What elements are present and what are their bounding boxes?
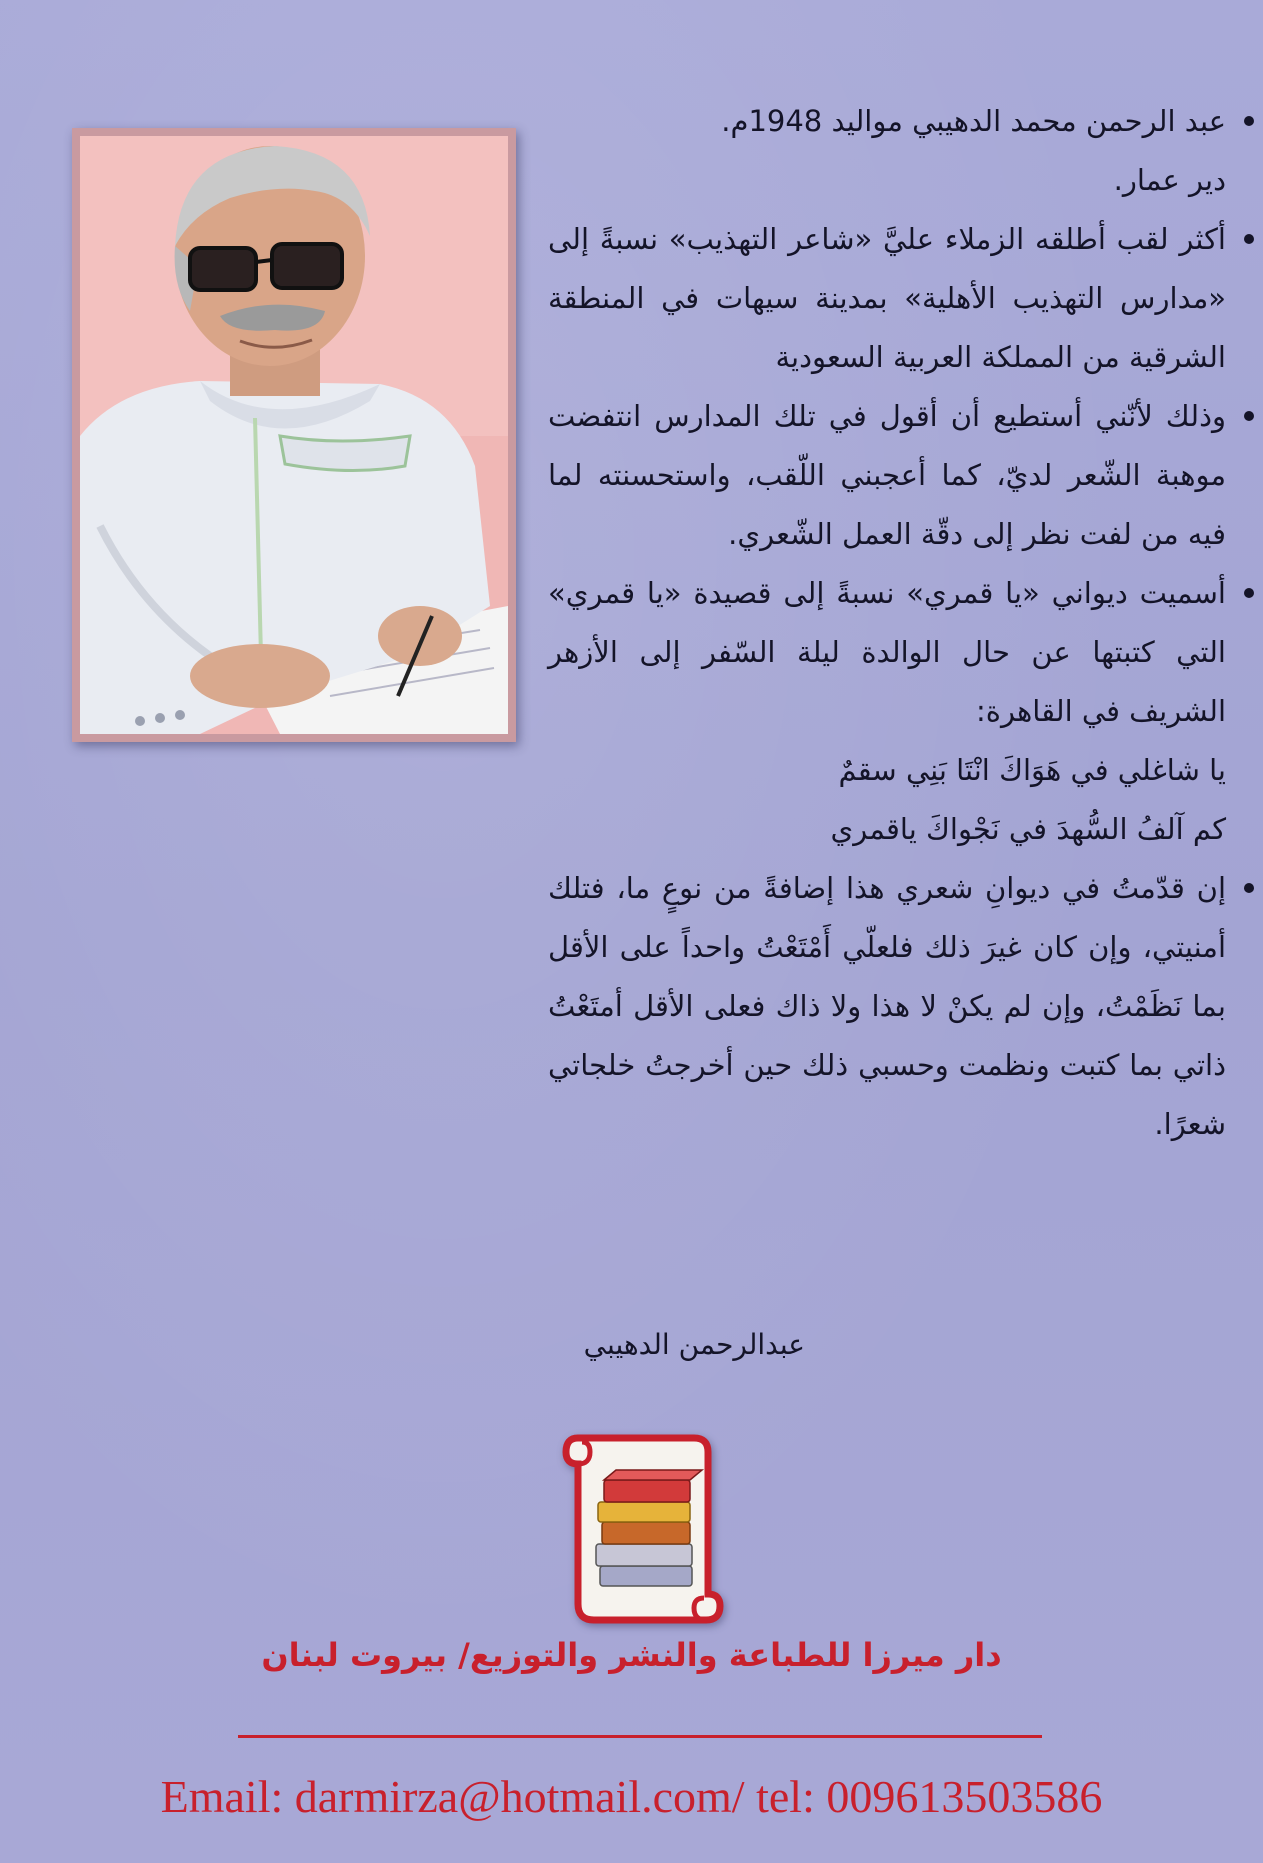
author-portrait-illustration	[80, 136, 508, 734]
books-scroll-logo-icon	[556, 1424, 732, 1630]
bio-paragraph-3	[548, 387, 1226, 564]
bio-line: إن قدّمتُ في ديوانِ شعري هذا إضافةً من نوعٍ ما، فتلك أمنيتي، وإن كان غيرَ ذلك فلعلّي أَمْتَعْتُ واحداً على الأقل بما نَظَمْتُ، وإن لم يكنْ لا هذا ولا ذاك فعلى الأقل أمتَعْتُ ذاتي بما كتبت ونظمت وحسبي ذلك حين أخرجتُ خلجاتي شعرًا.	[548, 871, 1226, 1141]
bullet-icon	[1244, 588, 1254, 598]
publisher-contact: Email: darmirza@hotmail.com/ tel: 009613503586	[160, 1771, 1103, 1822]
bullet-icon	[1244, 883, 1254, 893]
bio-paragraph-2	[548, 210, 1226, 387]
bullet-icon	[1244, 116, 1254, 126]
publisher-name: دار ميرزا للطباعة والنشر والتوزيع/ بيروت لبنان	[261, 1636, 1002, 1674]
author-photo	[72, 128, 516, 742]
author-signature: عبدالرحمن الدهيبي	[583, 1328, 805, 1361]
bio-line: دير عمار.	[1113, 163, 1226, 197]
bio-line: عبد الرحمن محمد الدهيبي مواليد 1948م.	[721, 104, 1226, 138]
bio-paragraph-1	[548, 92, 1226, 210]
poem-verse-1: يا شاغلي في هَوَاكَ انْتَا بَنِي سقمٌ	[838, 753, 1226, 787]
bullet-icon	[1244, 411, 1254, 421]
divider	[238, 1735, 1042, 1738]
bio-paragraph-4	[548, 564, 1226, 859]
bio-paragraph-5	[548, 859, 1226, 1154]
bio-text	[548, 92, 1226, 1154]
bio-line: أكثر لقب أطلقه الزملاء عليَّ «شاعر التهذيب» نسبةً إلى «مدارس التهذيب الأهلية» بمدينة سيهات في المنطقة الشرقية من المملكة العربية السعودية	[548, 222, 1226, 374]
bullet-icon	[1244, 234, 1254, 244]
poem-verse-2: كم آلفُ السُّهدَ في نَجْواكَ ياقمري	[830, 812, 1226, 846]
bio-line: وذلك لأنّني أستطيع أن أقول في تلك المدارس انتفضت موهبة الشّعر لديّ، كما أعجبني اللّقب، واستحسنته لما فيه من لفت نظر إلى دقّة العمل الشّعري.	[548, 399, 1226, 551]
bio-line: أسميت ديواني «يا قمري» نسبةً إلى قصيدة «يا قمري» التي كتبتها عن حال الوالدة ليلة السّفر إلى الأزهر الشريف في القاهرة:	[548, 576, 1226, 728]
